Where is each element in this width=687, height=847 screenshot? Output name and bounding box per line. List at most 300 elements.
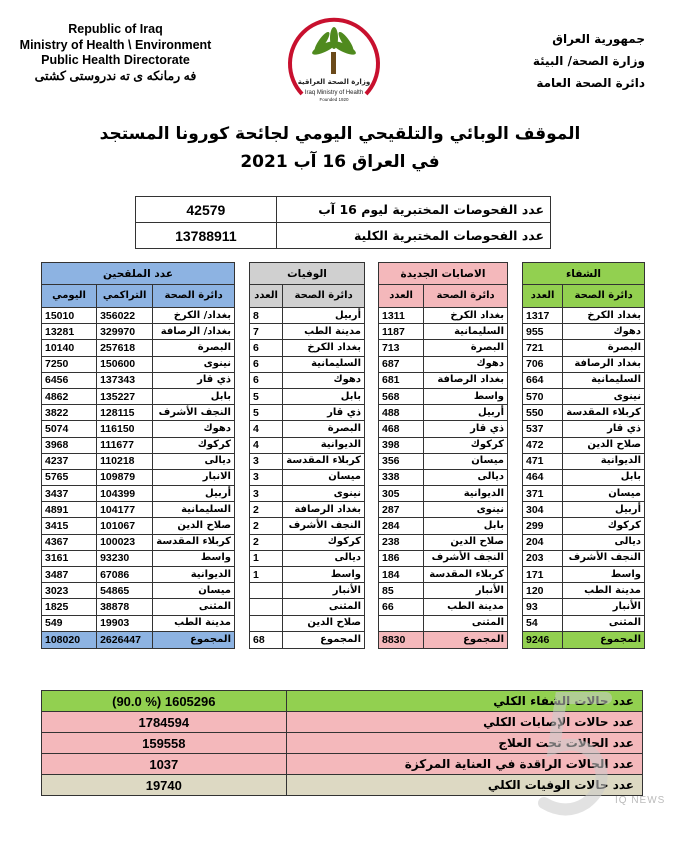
header-english [8,22,223,84]
summary-value: 159558 [42,733,287,754]
healed-row [523,308,645,324]
vaccinated-row [42,502,235,518]
vaccinated-row [42,324,235,340]
vaccinated-col-name: دائرة الصحة [153,285,235,308]
deaths-count: 4 [250,421,283,437]
vaccinated-cum: 329970 [97,324,153,340]
deaths-count: 5 [250,388,283,404]
healed-total-row [523,631,645,648]
deaths-row [250,405,365,421]
deaths-count: 2 [250,502,283,518]
deaths-name: ديالى [283,550,365,566]
healed-count: 706 [523,356,563,372]
tests-table [135,196,551,249]
summary-value: 19740 [42,775,287,796]
summary-value: (90.0 %) 1605296 [42,691,287,712]
deaths-name: الديوانية [283,437,365,453]
deaths-name: بغداد الكرخ [283,340,365,356]
new_cases-count: 713 [379,340,424,356]
healed-count: 54 [523,615,563,631]
vaccinated-row [42,615,235,631]
healed-count: 120 [523,583,563,599]
watermark-text: IQ NEWS [615,795,666,806]
vaccinated-cum: 128115 [97,405,153,421]
new-cases-row [379,340,508,356]
vaccinated-name: كربلاء المقدسة [153,534,235,550]
healed-row [523,405,645,421]
healed-name: ذي قار [563,421,645,437]
healed-name: ميسان [563,486,645,502]
new_cases-count [379,615,424,631]
vaccinated-cum: 54865 [97,583,153,599]
new_cases-count: 284 [379,518,424,534]
healed-row [523,567,645,583]
logo-text-ar: وزارة الصحة العراقية [297,78,371,86]
vaccinated-col-daily: اليومي [42,285,97,308]
new_cases-count: 287 [379,502,424,518]
new-cases-row [379,599,508,615]
new-cases-title: الاصابات الجديدة [379,263,508,285]
vaccinated-row [42,567,235,583]
deaths-count: 5 [250,405,283,421]
healed-count: 955 [523,324,563,340]
tests-value: 42579 [136,197,277,223]
deaths-row [250,437,365,453]
vaccinated-row [42,308,235,324]
vaccinated-name: ذي قار [153,372,235,388]
healed-name: كربلاء المقدسة [563,405,645,421]
vaccinated-cum: 100023 [97,534,153,550]
healed-count: 299 [523,518,563,534]
vaccinated-cum: 150600 [97,356,153,372]
vaccinated-name: السليمانية [153,502,235,518]
vaccinated-name: دهوك [153,421,235,437]
healed-col-count: العدد [523,285,563,308]
healed-row [523,372,645,388]
summary-label: عدد الحالات الراقدة في العناية المركزة [286,754,642,775]
new_cases-total: 8830 [379,631,424,648]
deaths-name: الأنبار [283,583,365,599]
new_cases-name: ذي قار [424,421,508,437]
deaths-row [250,388,365,404]
summary-label: عدد حالات الإصابات الكلي [286,712,642,733]
new-cases-row [379,421,508,437]
healed-count: 371 [523,486,563,502]
summary-label: عدد الحالات تحت العلاج [286,733,642,754]
new_cases-count: 356 [379,453,424,469]
new_cases-count: 1187 [379,324,424,340]
deaths-count [250,599,283,615]
new-cases-row [379,534,508,550]
new-cases-col-count: العدد [379,285,424,308]
vaccinated-name: النجف الأشرف [153,405,235,421]
vaccinated-row [42,534,235,550]
healed-count: 471 [523,453,563,469]
new-cases-col-name: دائرة الصحة [424,285,508,308]
new-cases-table [378,262,508,649]
new-cases-row [379,550,508,566]
vaccinated-daily: 3415 [42,518,97,534]
deaths-row [250,534,365,550]
new_cases-name: السليمانية [424,324,508,340]
healed-total: 9246 [523,631,563,648]
deaths-col-name: دائرة الصحة [283,285,365,308]
watermark-logo [536,688,616,818]
healed-count: 93 [523,599,563,615]
deaths-name: ميسان [283,469,365,485]
new_cases-name: كركوك [424,437,508,453]
deaths-count [250,583,283,599]
new_cases-name: دهوك [424,356,508,372]
vaccinated-row [42,405,235,421]
vaccinated-name: بغداد/ الكرخ [153,308,235,324]
vaccinated-daily: 549 [42,615,97,631]
healed-row [523,356,645,372]
vaccinated-row [42,340,235,356]
new_cases-name: بابل [424,518,508,534]
new_cases-name: البصرة [424,340,508,356]
healed-count: 550 [523,405,563,421]
header-en-line: Public Health Directorate [41,53,190,67]
deaths-row [250,356,365,372]
new-cases-row [379,502,508,518]
healed-row [523,550,645,566]
healed-name: كركوك [563,518,645,534]
healed-name: مدينة الطب [563,583,645,599]
new_cases-count: 568 [379,388,424,404]
deaths-row [250,340,365,356]
new-cases-row [379,308,508,324]
healed-title: الشفاء [523,263,645,285]
vaccinated-name: بغداد/ الرصافة [153,324,235,340]
vaccinated-name: بابل [153,388,235,404]
healed-name: بغداد الكرخ [563,308,645,324]
new-cases-row [379,405,508,421]
vaccinated-row [42,388,235,404]
healed-row [523,486,645,502]
summary-label: عدد حالات الشفاء الكلي [286,691,642,712]
tests-label: عدد الفحوصات المختبرية ليوم 16 آب [276,197,550,223]
new_cases-name: بغداد الكرخ [424,308,508,324]
deaths-name: كربلاء المقدسة [283,453,365,469]
healed-name: بابل [563,469,645,485]
healed-count: 304 [523,502,563,518]
deaths-name: السليمانية [283,356,365,372]
healed-name: المثنى [563,615,645,631]
logo-text-en: Iraq Ministry of Health [304,90,364,96]
healed-name: النجف الأشرف [563,550,645,566]
healed-row [523,388,645,404]
new_cases-count: 488 [379,405,424,421]
vaccinated-table [41,262,235,649]
deaths-name: أربيل [283,308,365,324]
vaccinated-row [42,437,235,453]
healed-name: صلاح الدين [563,437,645,453]
new_cases-name: كربلاء المقدسة [424,567,508,583]
new-cases-row [379,518,508,534]
vaccinated-daily: 3822 [42,405,97,421]
vaccinated-row [42,453,235,469]
vaccinated-name: واسط [153,550,235,566]
vaccinated-cum: 104177 [97,502,153,518]
vaccinated-name: المثنى [153,599,235,615]
vaccinated-name: صلاح الدين [153,518,235,534]
new_cases-name: ميسان [424,453,508,469]
new_cases-name: المثنى [424,615,508,631]
healed-count: 664 [523,372,563,388]
deaths-name: نينوى [283,486,365,502]
new_cases-count: 66 [379,599,424,615]
vaccinated-cum: 257618 [97,340,153,356]
vaccinated-total-daily: 108020 [42,631,97,648]
vaccinated-name: كركوك [153,437,235,453]
new-cases-row [379,469,508,485]
healed-count: 1317 [523,308,563,324]
new_cases-name: الديوانية [424,486,508,502]
new_cases-count: 1311 [379,308,424,324]
healed-name: نينوى [563,388,645,404]
vaccinated-daily: 4891 [42,502,97,518]
deaths-name: بابل [283,388,365,404]
vaccinated-daily: 5074 [42,421,97,437]
new_cases-count: 184 [379,567,424,583]
deaths-count: 6 [250,372,283,388]
deaths-count: 1 [250,550,283,566]
vaccinated-daily: 4367 [42,534,97,550]
vaccinated-daily: 3161 [42,550,97,566]
header-arabic [533,28,645,94]
vaccinated-name: ميسان [153,583,235,599]
deaths-count: 6 [250,340,283,356]
vaccinated-name: نينوى [153,356,235,372]
new-cases-row [379,583,508,599]
healed-row [523,421,645,437]
vaccinated-cum: 137343 [97,372,153,388]
healed-name: البصرة [563,340,645,356]
vaccinated-daily: 3487 [42,567,97,583]
healed-name: أربيل [563,502,645,518]
vaccinated-cum: 111677 [97,437,153,453]
deaths-row [250,372,365,388]
new_cases-count: 338 [379,469,424,485]
deaths-count [250,615,283,631]
page-title: الموقف الوبائي والتلقيحي اليومي لجائحة كورونا المستجد [99,124,581,144]
new-cases-row [379,372,508,388]
healed-name: بغداد الرصافة [563,356,645,372]
vaccinated-cum: 116150 [97,421,153,437]
healed-row [523,469,645,485]
vaccinated-total-label: المجموع [153,631,235,648]
deaths-name: واسط [283,567,365,583]
vaccinated-row [42,583,235,599]
deaths-row [250,599,365,615]
healed-name: الديوانية [563,453,645,469]
deaths-total-row [250,631,365,648]
new_cases-name: أربيل [424,405,508,421]
healed-total-label: المجموع [563,631,645,648]
healed-count: 464 [523,469,563,485]
new_cases-total-row [379,631,508,648]
deaths-row [250,550,365,566]
vaccinated-title: عدد الملقحين [42,263,235,285]
new_cases-name: نينوى [424,502,508,518]
vaccinated-daily: 15010 [42,308,97,324]
healed-count: 721 [523,340,563,356]
new_cases-name: الأنبار [424,583,508,599]
deaths-row [250,615,365,631]
new-cases-row [379,437,508,453]
vaccinated-cum: 67086 [97,567,153,583]
vaccinated-daily: 6456 [42,372,97,388]
healed-count: 537 [523,421,563,437]
tests-value: 13788911 [136,223,277,249]
vaccinated-cum: 135227 [97,388,153,404]
healed-name: السليمانية [563,372,645,388]
deaths-row [250,453,365,469]
summary-value: 1784594 [42,712,287,733]
vaccinated-cum: 109879 [97,469,153,485]
vaccinated-daily: 4237 [42,453,97,469]
healed-row [523,453,645,469]
deaths-row [250,308,365,324]
vaccinated-cum: 110218 [97,453,153,469]
deaths-row [250,518,365,534]
vaccinated-row [42,356,235,372]
healed-row [523,583,645,599]
deaths-count: 6 [250,356,283,372]
deaths-row [250,421,365,437]
healed-name: الأنبار [563,599,645,615]
new_cases-name: واسط [424,388,508,404]
vaccinated-row [42,486,235,502]
new_cases-name: مدينة الطب [424,599,508,615]
header-ar-line: دائرة الصحة العامة [536,76,645,90]
deaths-name: البصرة [283,421,365,437]
vaccinated-daily: 7250 [42,356,97,372]
deaths-count: 3 [250,469,283,485]
new_cases-count: 85 [379,583,424,599]
vaccinated-name: البصرة [153,340,235,356]
new_cases-name: صلاح الدين [424,534,508,550]
vaccinated-cum: 101067 [97,518,153,534]
vaccinated-cum: 19903 [97,615,153,631]
deaths-row [250,583,365,599]
healed-row [523,615,645,631]
deaths-count: 3 [250,453,283,469]
healed-count: 203 [523,550,563,566]
healed-row [523,502,645,518]
header-ar-line: وزارة الصحة/ البيئة [532,54,645,68]
deaths-name: النجف الأشرف [283,518,365,534]
healed-row [523,599,645,615]
healed-name: ديالى [563,534,645,550]
vaccinated-name: ديالى [153,453,235,469]
healed-table [522,262,645,649]
header-ar-line: جمهورية العراق [552,32,645,46]
deaths-count: 2 [250,518,283,534]
healed-count: 570 [523,388,563,404]
vaccinated-cum: 356022 [97,308,153,324]
deaths-row [250,502,365,518]
header-en-line: فه رمانكه ى ته ندروستى كشتى [34,68,197,83]
healed-row [523,437,645,453]
deaths-col-count: العدد [250,285,283,308]
deaths-name: بغداد الرصافة [283,502,365,518]
vaccinated-cum: 38878 [97,599,153,615]
new_cases-name: بغداد الرصافة [424,372,508,388]
new-cases-row [379,567,508,583]
healed-row [523,340,645,356]
vaccinated-name: مدينة الطب [153,615,235,631]
tests-label: عدد الفحوصات المختبرية الكلية [276,223,550,249]
deaths-name: المثنى [283,599,365,615]
healed-col-name: دائرة الصحة [563,285,645,308]
vaccinated-col-cum: التراكمي [97,285,153,308]
vaccinated-cum: 104399 [97,486,153,502]
vaccinated-daily: 4862 [42,388,97,404]
vaccinated-daily: 1825 [42,599,97,615]
new_cases-count: 398 [379,437,424,453]
deaths-name: دهوك [283,372,365,388]
new_cases-count: 681 [379,372,424,388]
vaccinated-daily: 10140 [42,340,97,356]
vaccinated-daily: 13281 [42,324,97,340]
deaths-row [250,486,365,502]
palm-trunk-icon [331,52,336,74]
new-cases-row [379,453,508,469]
deaths-name: كركوك [283,534,365,550]
new_cases-count: 238 [379,534,424,550]
logo-text-founded: Founded 1920 [319,97,349,102]
header-en-line: Republic of Iraq [68,22,163,36]
vaccinated-row [42,518,235,534]
new_cases-count: 687 [379,356,424,372]
header-en-line: Ministry of Health \ Environment [19,37,212,52]
deaths-row [250,324,365,340]
deaths-count: 1 [250,567,283,583]
vaccinated-total-row [42,631,235,648]
vaccinated-total-cum: 2626447 [97,631,153,648]
new-cases-row [379,356,508,372]
vaccinated-daily: 5765 [42,469,97,485]
new-cases-row [379,486,508,502]
new_cases-count: 186 [379,550,424,566]
vaccinated-row [42,469,235,485]
healed-count: 171 [523,567,563,583]
deaths-row [250,469,365,485]
healed-count: 472 [523,437,563,453]
vaccinated-daily: 3968 [42,437,97,453]
new_cases-name: النجف الأشرف [424,550,508,566]
vaccinated-row [42,372,235,388]
vaccinated-name: أربيل [153,486,235,502]
healed-count: 204 [523,534,563,550]
deaths-count: 3 [250,486,283,502]
new_cases-total-label: المجموع [424,631,508,648]
new-cases-row [379,615,508,631]
page-subtitle: في العراق 16 آب 2021 [240,152,440,172]
tests-row [136,197,551,223]
ministry-logo [284,12,384,112]
healed-name: واسط [563,567,645,583]
vaccinated-cum: 93230 [97,550,153,566]
new-cases-row [379,324,508,340]
vaccinated-name: الديوانية [153,567,235,583]
new-cases-row [379,388,508,404]
new_cases-count: 468 [379,421,424,437]
summary-label: عدد حالات الوفيات الكلي [286,775,642,796]
deaths-total: 68 [250,631,283,648]
